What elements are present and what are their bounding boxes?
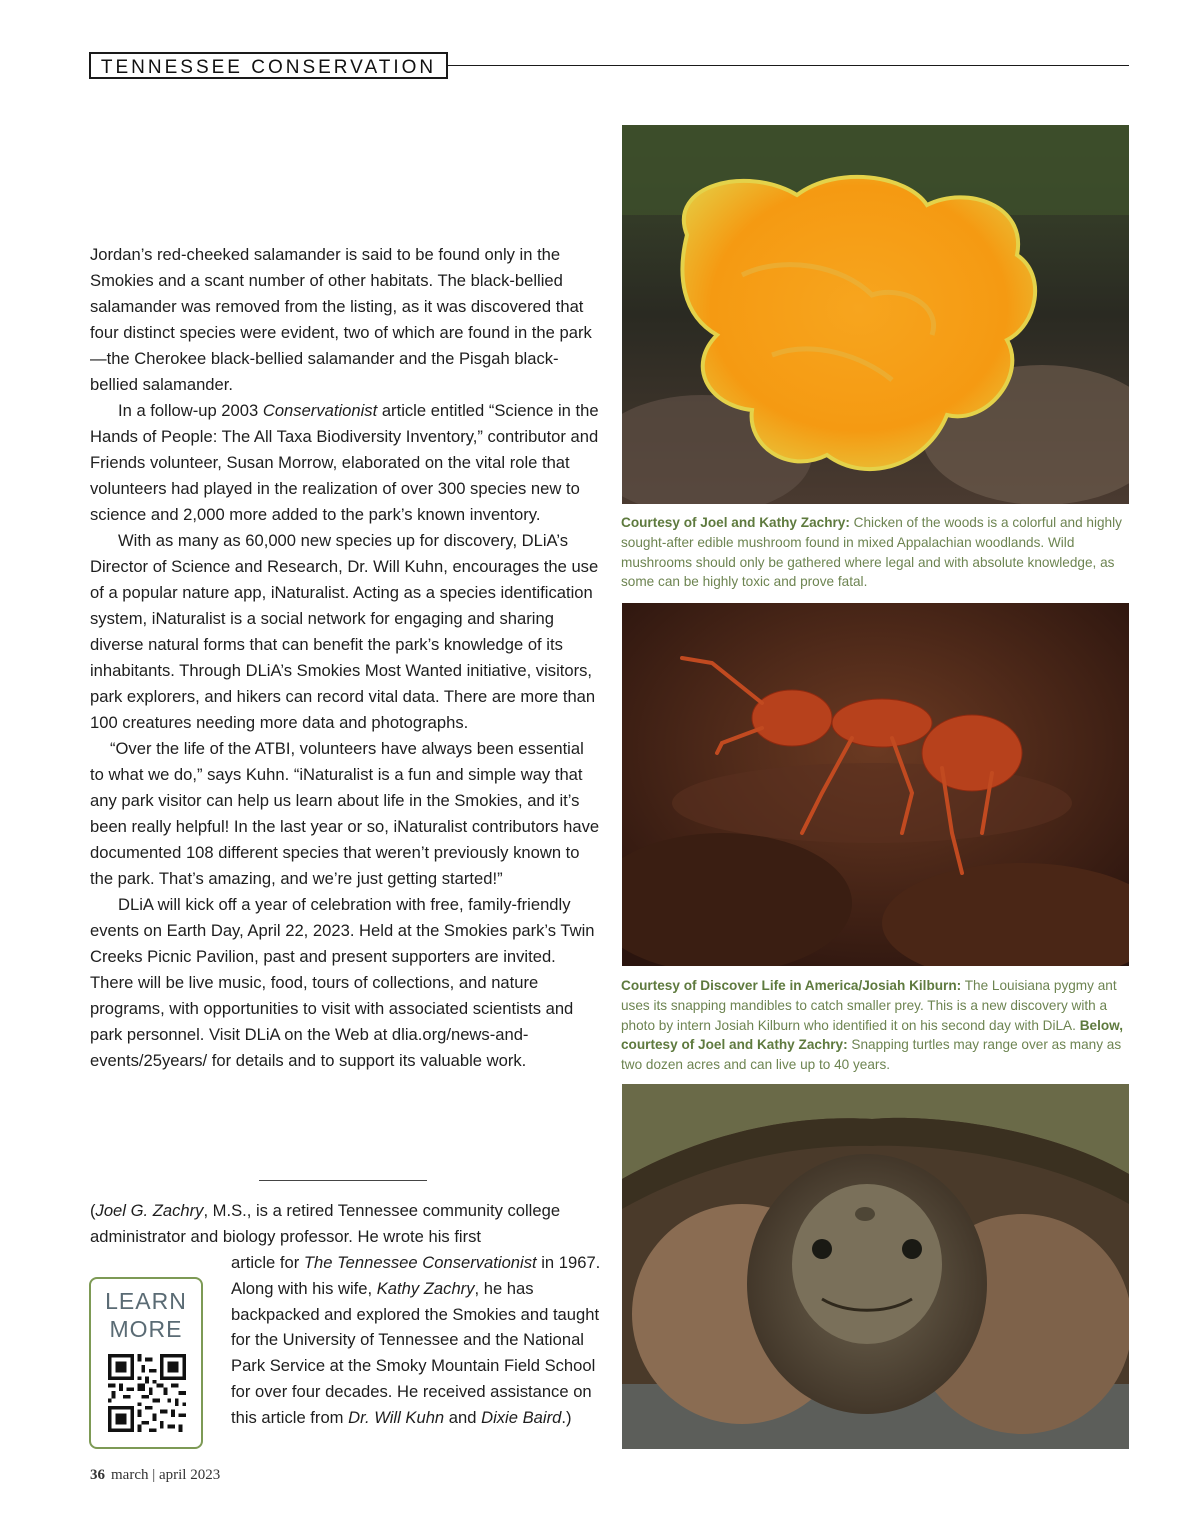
bio-helper2: Dixie Baird <box>481 1407 562 1427</box>
header-rule <box>448 65 1129 66</box>
mushroom-caption-text: Chicken of the woods is a colorful and highly sought-after edible mushroom found in mixed Appalachian woodlands. Wild mushrooms should only be gathered where legal and with absolute knowledge, as some can be highly toxic and prove fatal. <box>621 515 1122 590</box>
ant-caption-text: The Louisiana pygmy ant uses its snapping mandibles to catch smaller prey. This is a new discovery with a photo by intern Josiah Kilburn who identified it on his second day with DiLA. <box>621 978 1117 1033</box>
learn-more-line1: LEARN <box>105 1288 187 1314</box>
bio-magazine: The Tennessee Conservationist <box>303 1253 537 1272</box>
turtle-credit: Below, courtesy of Joel and Kathy Zachry: <box>621 1017 1123 1053</box>
bio-author-name: Joel G. Zachry <box>95 1201 204 1220</box>
mushroom-credit: Courtesy of Joel and Kathy Zachry: <box>621 515 850 530</box>
bio-close: .) <box>561 1407 572 1427</box>
section-title: TENNESSEE CONSERVATION <box>100 57 437 78</box>
qr-code-icon[interactable] <box>108 1354 186 1432</box>
mushroom-caption <box>621 513 1131 592</box>
page-folio <box>90 1467 220 1484</box>
ant-credit: Courtesy of Discover Life in America/Josiah Kilburn: <box>621 978 962 993</box>
paragraph-3: With as many as 60,000 new species up for discovery, DLiA’s Director of Science and Research, Dr. Will Kuhn, encourages the use of a popular nature app, iNaturalist. Acting as a species identification system, iNaturalist is a social network for engaging and sharing diverse natural forms that can benefit the park’s knowledge of its inhabitants. Through DLiA’s Smokies Most Wanted initiative, visitors, park explorers, and hikers can record vital data. There are more than 100 creatures needing more data and photographs. <box>90 531 599 732</box>
bio-divider <box>259 1180 427 1181</box>
bio-wife: Kathy Zachry <box>376 1278 475 1298</box>
issue-date: march | april 2023 <box>111 1467 221 1483</box>
page-number: 36 <box>90 1467 105 1483</box>
bio-w3: , he has backpacked and explored the Smokies and taught for the University of Tennessee and the National Park Service at the Smoky Mountain Field School for over four decades. He received assistance on this article from <box>231 1278 600 1427</box>
bio-line1: , M.S., is a retired Tennessee community college administrator and biology professor. He wrote his first <box>90 1201 561 1246</box>
bio-w2: in 1967. Along with his wife, <box>231 1253 601 1298</box>
article-body <box>90 242 602 1074</box>
learn-more-box[interactable] <box>89 1277 203 1449</box>
section-header-box <box>89 52 448 79</box>
mushroom-photo <box>622 125 1129 504</box>
author-bio-top <box>90 1198 602 1250</box>
paragraph-4: “Over the life of the ATBI, volunteers have always been essential to what we do,” says Kuhn. “iNaturalist is a fun and simple way that any park visitor can help us learn about life in the Smokies, and it’s been really helpful! In the last year or so, iNaturalist contributors have documented 108 different species that weren’t previously known to the park. That’s amazing, and we’re just getting started!” <box>90 739 600 888</box>
paragraph-5: DLiA will kick off a year of celebration with free, family-friendly events on Earth Day, April 22, 2023. Held at the Smokies park’s Twin Creeks Picnic Pavilion, past and present supporters are invited. There will be live music, food, tours of collections, and nature programs, with opportunities to visit with associated scientists and park personnel. Visit DLiA on the Web at dlia.org/news-and-events/25years/ for details and to support its valuable work. <box>90 895 595 1070</box>
ant-photo <box>622 603 1129 966</box>
turtle-caption-text: Snapping turtles may range over as many as two dozen acres and can live up to 40 years. <box>621 1037 1122 1073</box>
author-bio-wrap <box>231 1250 603 1431</box>
learn-more-label <box>91 1287 201 1343</box>
paragraph-1: Jordan’s red-cheeked salamander is said to be found only in the Smokies and a scant number of other habitats. The black-bellied salamander was removed from the listing, as it was discovered that four distinct species were evident, two of which are found in the park—the Cherokee black-bellied salamander and the Pisgah black-bellied salamander. <box>90 245 592 394</box>
turtle-photo <box>622 1084 1129 1449</box>
p2-pre: In a follow-up 2003 <box>118 401 263 420</box>
bio-and: and <box>444 1407 482 1427</box>
bio-w1: article for <box>231 1253 304 1272</box>
p2-post: article entitled “Science in the Hands of People: The All Taxa Biodiversity Inventory,” contributor and Friends volunteer, Susan Morrow, elaborated on the vital role that volunteers had played in the realization of over 300 species new to science and 2,000 more added to the park’s known inventory. <box>90 401 599 524</box>
paragraph-2 <box>90 398 602 528</box>
learn-more-line2: MORE <box>109 1316 183 1342</box>
bio-helper1: Dr. Will Kuhn <box>348 1407 445 1427</box>
bio-open: ( <box>90 1201 96 1220</box>
p2-emphasis: Conservationist <box>262 401 378 420</box>
ant-caption <box>621 976 1131 1075</box>
